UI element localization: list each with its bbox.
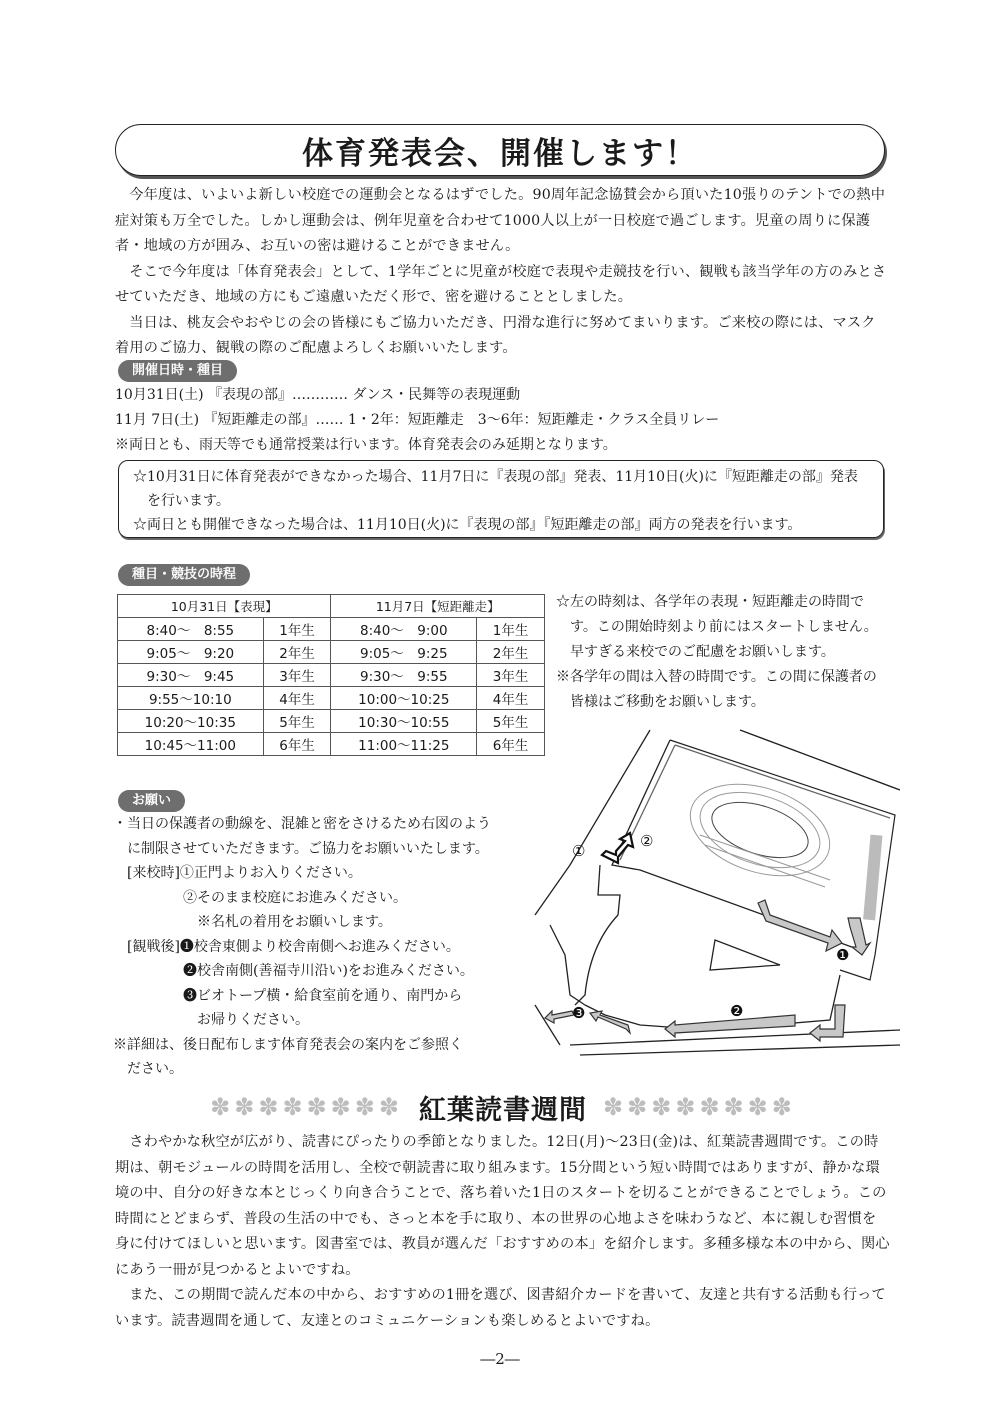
track-straight [705,845,825,887]
time-cell: 9:05～ 9:20 [118,641,264,664]
request-line: ❷校舎南側(善福寺川沿い)をお進みください。 [113,963,474,979]
grade-cell: 1年生 [263,618,331,641]
notice-line: ☆10月31日に体育発表ができなかった場合、11月7日に『表現の部』発表、11月10日(火)に『短距離走の部』発表を行います。 [133,469,858,509]
table-row [118,641,545,664]
grade-cell: 6年生 [477,733,545,756]
time-cell: 9:55～10:10 [118,687,264,710]
grade-cell: 5年生 [263,710,331,733]
time-cell: 9:30～ 9:45 [118,664,264,687]
reading-week-text [115,1130,890,1334]
section-label-timetable: 種目・競技の時程 [118,564,250,586]
time-cell: 11:00～11:25 [331,733,477,756]
request-line: に制限させていただきます。ご協力をお願いいたします。 [113,840,489,857]
intro-paragraph: 当日は、桃友会やおやじの会の皆様にもご協力いただき、円滑な進行に努めてまいります。ご来校の際には、マスク着用のご協力、観戦の際のご配慮よろしくお願いいたします。 [115,314,876,356]
section-label-request: お願い [118,790,185,812]
track-inner [705,792,815,869]
intro-paragraph: 今年度は、いよいよ新しい校庭での運動会となるはずでした。90周年記念協賛会から頂いた10張りのテントでの熱中症対策も万全でした。しかし運動会は、例年児童を合わせて1000人以上が一日校庭で過ごします。児童の周りに保護者・地域の方が囲み、お互いの密は避けることができません。 [115,187,886,254]
track-lane [691,779,830,882]
grade-cell: 6年生 [263,733,331,756]
map-road-line [535,730,650,915]
title-banner [115,124,885,176]
schedule-line: 10月31日(土) 『表現の部』………… ダンス・民舞等の表現運動 [115,387,521,403]
grade-cell: 5年生 [477,710,545,733]
side-note: ※各学年の間は入替の時間です。この間に保護者の皆様はご移動をお願いします。 [556,669,877,710]
route-arrow [590,1011,630,1033]
timetable-side-notes [556,590,888,715]
building-outline [550,925,585,1005]
map-road-line [580,1045,900,1055]
map-marker-exit-3: ❸ [572,1004,586,1022]
grade-cell: 4年生 [263,687,331,710]
maple-leaf-icon: ✽✽✽✽✽✽✽✽ [210,1093,403,1121]
timetable-header: 11月7日【短距離走】 [331,595,545,618]
table-row [118,664,545,687]
intro-paragraph: そこで今年度は「体育発表会」として、1学年ごとに児童が校庭で表現や走競技を行い、観戦も該当学年の方のみとさせていただき、地域の方にもご遠慮いただく形で、密を避けることとしました。 [115,263,887,305]
timetable-header: 10月31日【表現】 [118,595,331,618]
grade-cell: 4年生 [477,687,545,710]
page-title: 体育発表会、開催します！ [302,135,698,172]
grade-cell: 3年生 [263,664,331,687]
route-arrow [758,900,842,951]
request-line: ださい。 [113,1061,183,1077]
reading-paragraph: さわやかな秋空が広がり、読書にぴったりの季節となりました。12日(月)～23日(金)は、紅葉読書週間です。この時期は、朝モジュールの時間を活用し、全校で朝読書に取り組みます。15分間という短い時間ではありますが、静かな環境の中、自分の好きな本とじっくり向き合うことで、落ち着いた1日のスタートを切ることができることでしょう。この時間にとどまらず、普段の生活の中でも、さっと本を手に取り、本の世界の心地よさを味わうなど、本に親しむ習慣を身に付けてほしいと思います。図書室では、教員が選んだ「おすすめの本」を紹介します。多種多様な本の中から、関心にあう一冊が見つかるとよいですね。 [115,1134,890,1278]
postponement-notice [118,460,884,538]
track-outer [679,768,842,892]
grade-cell: 2年生 [263,641,331,664]
table-row [118,733,545,756]
schedule-note: ※両日とも、雨天等でも通常授業は行います。体育発表会のみ延期となります。 [115,437,617,453]
intro-text [115,183,887,362]
map-marker-exit-2: ❷ [730,1002,744,1020]
time-cell: 8:40～ 8:55 [118,618,264,641]
bleachers [863,835,882,921]
side-note: ☆左の時刻は、各学年の表現・短距離走の時間です。この開始時刻より前にはスタートしません。早すぎる来校でのご配慮をお願いします。 [556,594,878,660]
request-line: ②そのまま校庭にお進みください。 [113,889,407,906]
reading-week-title: 紅葉読書週間 [419,1094,587,1126]
request-line: お帰りください。 [113,1012,309,1028]
request-line: ※詳細は、後日配布します体育発表会の案内をご参照く [113,1036,463,1053]
timetable [117,594,545,756]
map-marker-entry-2: ② [640,832,654,850]
request-line: [観戦後]❶校舎東側より校舎南側へお進みください。 [113,938,460,955]
map-road-line [570,1030,900,1045]
section-label-schedule: 開催日時・種目 [118,360,237,382]
request-line: ・当日の保護者の動線を、混雑と密をさけるため右図のよう [113,816,491,832]
time-cell: 9:30～ 9:55 [331,664,477,687]
request-line: [来校時]①正門よりお入りください。 [113,865,362,881]
map-marker-entry-1: ① [572,842,586,860]
table-row [118,710,545,733]
building-outline [575,865,620,1005]
time-cell: 10:00～10:25 [331,687,477,710]
map-marker-exit-1: ❶ [836,946,850,964]
route-arrow [810,1005,845,1041]
grade-cell: 2年生 [477,641,545,664]
time-cell: 10:30～10:55 [331,710,477,733]
page-number: ―2― [480,1350,520,1368]
time-cell: 8:40～ 9:00 [331,618,477,641]
request-line: ❸ビオトープ横・給食室前を通り、南門から [113,987,463,1004]
maple-leaf-icon: ✽✽✽✽✽✽✽✽ [603,1093,796,1121]
map-road-line [740,730,900,790]
schedule-line: 11月 7日(土) 『短距離走の部』…… 1・2年：短距離走 3～6年：短距離走・クラス全員リレー [115,412,720,428]
biotope-triangle [710,940,780,970]
reading-paragraph: また、この期間で読んだ本の中から、おすすめの1冊を選び、図書紹介カードを書いて、友達と共有する活動も行っています。読書週間を通して、友達とのコミュニケーションも楽しめるとよいですね。 [115,1287,886,1329]
request-line: ※名札の着用をお願いします。 [113,914,392,930]
time-cell: 9:05～ 9:25 [331,641,477,664]
school-route-map [530,715,900,1060]
table-row [118,618,545,641]
time-cell: 10:45～11:00 [118,733,264,756]
reading-week-header [118,1088,888,1126]
request-text [113,812,533,1082]
grade-cell: 3年生 [477,664,545,687]
route-arrow [545,1011,574,1023]
table-row [118,687,545,710]
time-cell: 10:20～10:35 [118,710,264,733]
grade-cell: 1年生 [477,618,545,641]
route-arrow [848,918,870,955]
entry-arrow [602,833,633,863]
notice-line: ☆両日とも開催できなった場合は、11月10日(火)に『表現の部』『短距離走の部』両方の発表を行います。 [133,517,802,533]
field-inner-line [675,745,890,818]
map-road-line [535,1005,560,1045]
